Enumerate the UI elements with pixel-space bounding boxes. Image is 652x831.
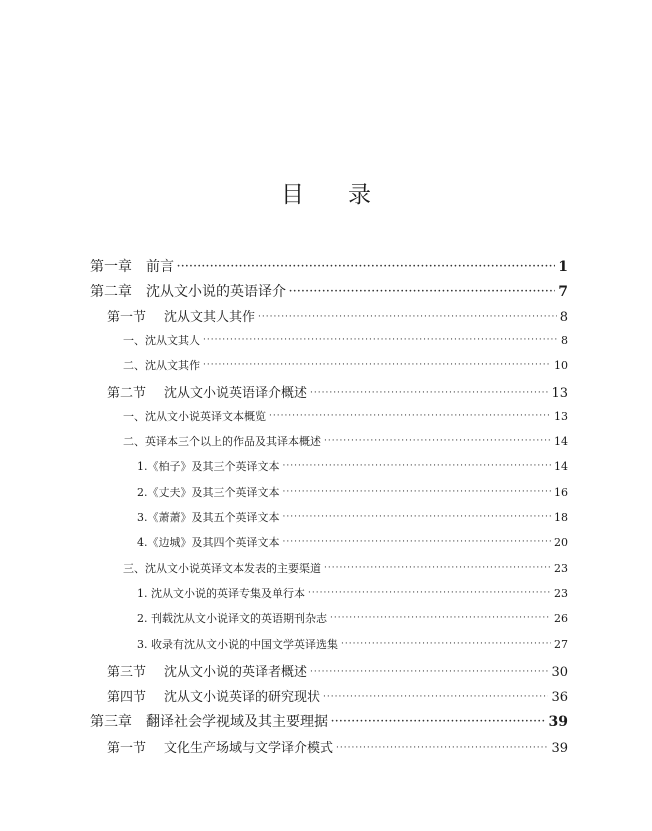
toc-entry[interactable] [90,256,568,276]
toc-leader-dots [283,512,552,522]
toc-entry-page: 8 [559,310,568,325]
toc-entry-text: 文化生产场域与文学译介模式 [164,741,334,756]
toc-entry-page: 7 [558,284,568,300]
toc-entry-page: 39 [548,714,568,730]
toc-leader-dots [324,436,551,446]
toc-entry[interactable] [137,610,568,626]
toc-entry[interactable] [137,534,568,550]
toc-entry[interactable] [107,306,568,325]
toc-entry-text: 沈从文小说的英语译介 [146,284,286,300]
toc-entry-page: 23 [554,562,568,575]
toc-entry-page: 30 [551,665,568,680]
toc-entry-text: 3. 收录有沈从文小说的中国文学英译选集 [137,638,338,651]
toc-entry-page: 13 [554,410,568,423]
toc-entry[interactable] [107,661,568,680]
toc-entry-prefix: 第四节 [107,690,147,705]
toc-entry-page: 39 [551,741,568,756]
toc-leader-dots [310,667,548,677]
toc-leader-dots [203,360,551,370]
title-char-2: 录 [348,182,371,208]
toc-entry-page: 27 [554,638,568,651]
toc-entry[interactable] [137,458,568,474]
toc-entry[interactable] [107,382,568,401]
toc-entry-text: 二、沈从文其作 [123,359,200,372]
toc-entry[interactable] [107,737,568,756]
toc-leader-dots [331,717,546,727]
toc-leader-dots [269,411,551,421]
toc-entry-page: 18 [554,511,568,524]
toc-entry-page: 26 [554,612,568,625]
toc-leader-dots [258,312,557,322]
toc-entry-prefix: 第一节 [107,310,147,325]
toc-entry[interactable] [107,686,568,705]
toc-entry[interactable] [137,484,568,500]
toc-entry-page: 10 [554,359,568,372]
toc-entry-text: 前言 [146,259,174,275]
toc-entry[interactable] [137,509,568,525]
toc-entry[interactable] [137,636,568,652]
toc-entry-text: 沈从文小说英译的研究现状 [164,690,321,705]
toc-entry-text: 翻译社会学视域及其主要理据 [146,714,328,730]
toc-leader-dots [177,262,555,272]
title-char-1: 目 [281,182,304,208]
toc-leader-dots [283,537,552,547]
toc-entry-text: 一、沈从文其人 [123,334,200,347]
toc-entry-prefix: 第二节 [107,386,147,401]
toc-entry-prefix: 第一节 [107,741,147,756]
toc-entry-text: 3.《萧萧》及其五个英译文本 [137,511,280,524]
toc-entry-page: 23 [554,587,568,600]
toc-entry-page: 13 [551,386,568,401]
toc-entry-page: 1 [558,259,568,275]
toc-leader-dots [283,487,552,497]
toc-entry-page: 36 [551,690,568,705]
toc-leader-dots [289,287,555,297]
toc-entry-prefix: 第三节 [107,665,147,680]
toc-entry-text: 4.《边城》及其四个英译文本 [137,536,280,549]
toc-entry[interactable] [123,433,568,449]
page-title [0,176,652,209]
toc-entry-page: 14 [554,435,568,448]
toc-entry-page: 8 [561,334,568,347]
toc-entry-page: 16 [554,486,568,499]
toc-entry-text: 沈从文小说英语译介概述 [164,386,308,401]
toc-leader-dots [336,743,548,753]
toc-leader-dots [324,563,551,573]
toc-entry-prefix: 第三章 [90,714,132,730]
toc-leader-dots [323,692,548,702]
toc-leader-dots [341,639,551,649]
toc-leader-dots [283,461,552,471]
toc-leader-dots [203,335,558,345]
toc-entry[interactable] [123,357,568,373]
toc-leader-dots [308,588,551,598]
toc-entry[interactable] [123,560,568,576]
toc-entry-text: 1.《柏子》及其三个英译文本 [137,460,280,473]
toc-entry-text: 1. 沈从文小说的英译专集及单行本 [137,587,305,600]
toc-entry[interactable] [123,408,568,424]
toc-entry[interactable] [137,585,568,601]
toc-entry-page: 20 [554,536,568,549]
toc-entry[interactable] [90,281,568,301]
toc-entry[interactable] [123,332,568,348]
toc-entry-text: 三、沈从文小说英译文本发表的主要渠道 [123,562,321,575]
toc-entry-text: 沈从文小说的英译者概述 [164,665,308,680]
toc-entry-text: 沈从文其人其作 [164,310,256,325]
toc-entry-prefix: 第二章 [90,284,132,300]
toc-entry-text: 2. 刊载沈从文小说译文的英语期刊杂志 [137,612,327,625]
toc-leader-dots [330,613,551,623]
toc-entry-text: 一、沈从文小说英译文本概览 [123,410,266,423]
toc-entry[interactable] [90,711,568,731]
toc-entry-text: 2.《丈夫》及其三个英译文本 [137,486,280,499]
toc-entry-text: 二、英译本三个以上的作品及其译本概述 [123,435,321,448]
toc-leader-dots [310,388,548,398]
toc-entry-page: 14 [554,460,568,473]
toc-entry-prefix: 第一章 [90,259,132,275]
